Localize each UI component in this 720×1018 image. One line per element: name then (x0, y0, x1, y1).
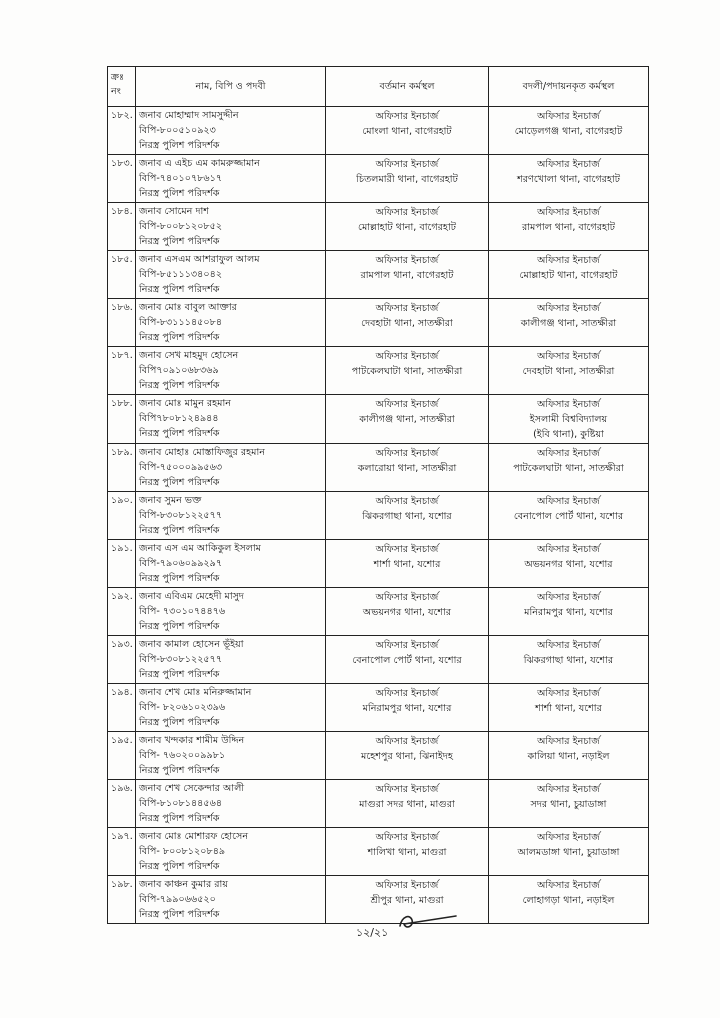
transferred-post-title: অফিসার ইনচার্জ (537, 448, 600, 459)
table-row (108, 732, 649, 780)
officer-bp: বিপি-৮০০৮১২০৮৫২ (139, 221, 223, 232)
officer-name: জনাব কামাল হোসেন ভূঁইয়া (139, 639, 244, 650)
header-current-post: বর্তমান কর্মস্থল (326, 67, 489, 107)
officer-bp: বিপি- ৭৩০১০৭৪৪৭৬ (139, 606, 226, 617)
signature-mark (396, 908, 460, 936)
officer-bp: বিপি- ৭৬০২০০৯৯৮১ (139, 750, 226, 761)
officer-rank: নিরস্ত্র পুলিশ পরিদর্শক (139, 477, 220, 488)
name-cell (136, 780, 326, 828)
name-cell (136, 492, 326, 540)
current-post-cell (326, 444, 489, 492)
table-row (108, 588, 649, 636)
officer-rank: নিরস্ত্র পুলিশ পরিদর্শক (139, 573, 220, 584)
current-post-cell (326, 684, 489, 732)
officer-name: জনাব শেখ মোঃ মনিরুজ্জামান (139, 687, 252, 698)
name-cell (136, 107, 326, 155)
serial-cell: ১৮৬. (108, 299, 136, 347)
transferred-post-place-line2: (ইবি থানা), কুষ্টিয়া (533, 429, 604, 440)
current-post-title: অফিসার ইনচার্জ (375, 688, 439, 699)
current-post-place: পাটকেলঘাটা থানা, সাতক্ষীরা (351, 366, 463, 377)
table-row (108, 828, 649, 876)
name-cell (136, 299, 326, 347)
current-post-cell (326, 780, 489, 828)
transferred-post-place: লোহাগড়া থানা, নড়াইল (522, 895, 615, 906)
current-post-title: অফিসার ইনচার্জ (375, 399, 439, 410)
transferred-post-title: অফিসার ইনচার্জ (537, 496, 600, 507)
transferred-post-cell (489, 732, 649, 780)
officer-name: জনাব এবিএম মেহেদী মাসুদ (139, 591, 244, 602)
current-post-title: অফিসার ইনচার্জ (375, 736, 439, 747)
current-post-place: মহেশপুর থানা, ঝিনাইদহ (361, 751, 453, 762)
officer-rank: নিরস্ত্র পুলিশ পরিদর্শক (139, 525, 220, 536)
transferred-post-place: বেনাপোল পোর্ট থানা, যশোর (513, 511, 624, 522)
transferred-post-place: মোল্লাহাট থানা, বাগেরহাট (519, 270, 618, 281)
transferred-post-title: অফিসার ইনচার্জ (537, 255, 600, 266)
serial-cell: ১৯৪. (108, 684, 136, 732)
transferred-post-cell (489, 107, 649, 155)
table-row (108, 540, 649, 588)
current-post-cell (326, 155, 489, 203)
serial-cell: ১৮২. (108, 107, 136, 155)
current-post-title: অফিসার ইনচার্জ (375, 303, 439, 314)
serial-cell: ১৯৩. (108, 636, 136, 684)
officer-bp: বিপি-৭৪০১০৭৮৬১৭ (139, 173, 223, 184)
officer-rank: নিরস্ত্র পুলিশ পরিদর্শক (139, 909, 220, 920)
transferred-post-place: ঝিকরগাছা থানা, যশোর (523, 655, 614, 666)
current-post-title: অফিসার ইনচার্জ (375, 448, 439, 459)
name-cell (136, 395, 326, 444)
table-row (108, 155, 649, 203)
name-cell (136, 588, 326, 636)
officer-name: জনাব এস এম আকিকুল ইসলাম (139, 543, 261, 554)
current-post-place: কালীগঞ্জ থানা, সাতক্ষীরা (359, 414, 455, 425)
officer-rank: নিরস্ত্র পুলিশ পরিদর্শক (139, 332, 220, 343)
current-post-place: কলারোয়া থানা, সাতক্ষীরা (357, 463, 457, 474)
table-row (108, 347, 649, 395)
current-post-title: অফিসার ইনচার্জ (375, 784, 439, 795)
current-post-title: অফিসার ইনচার্জ (375, 111, 439, 122)
transferred-post-cell (489, 347, 649, 395)
officer-rank: নিরস্ত্র পুলিশ পরিদর্শক (139, 284, 220, 295)
serial-cell: ১৮৭. (108, 347, 136, 395)
transferred-post-place: সদর থানা, চুয়াডাঙ্গা (530, 799, 607, 810)
officer-bp: বিপি৭০৯১০৬৮৩৬৯ (139, 365, 219, 376)
transferred-post-cell (489, 684, 649, 732)
officer-name: জনাব সেখ মাহমুদ হোসেন (139, 350, 239, 361)
current-post-place: মোংলা থানা, বাগেরহাট (362, 126, 452, 137)
table-row (108, 876, 649, 924)
current-post-cell (326, 299, 489, 347)
transferred-post-title: অফিসার ইনচার্জ (537, 303, 600, 314)
transferred-post-place: আলমডাঙ্গা থানা, চুয়াডাঙ্গা (517, 847, 620, 858)
current-post-title: অফিসার ইনচার্জ (375, 640, 439, 651)
current-post-title: অফিসার ইনচার্জ (375, 832, 439, 843)
transferred-post-title: অফিসার ইনচার্জ (537, 159, 600, 170)
current-post-place: শালিখা থানা, মাগুরা (367, 847, 447, 858)
officer-rank: নিরস্ত্র পুলিশ পরিদর্শক (139, 813, 220, 824)
officer-name: জনাব খন্দকার শামীম উদ্দিন (139, 735, 245, 746)
transferred-post-cell (489, 828, 649, 876)
transferred-post-cell (489, 395, 649, 444)
current-post-place: শ্রীপুর থানা, মাগুরা (370, 895, 444, 906)
officer-name: জনাব মোঃ মোশারফ হোসেন (139, 831, 249, 842)
transferred-post-place: রামপাল থানা, বাগেরহাট (521, 222, 616, 233)
name-cell (136, 155, 326, 203)
current-post-cell (326, 107, 489, 155)
current-post-place: দেবহাটা থানা, সাতক্ষীরা (361, 318, 453, 329)
officer-name: জনাব মোঃ মামুন রহমান (139, 398, 232, 409)
officer-bp: বিপি৭৮০৮১২৪৯৪৪ (139, 413, 219, 424)
serial-cell: ১৮৩. (108, 155, 136, 203)
serial-cell: ১৯৮. (108, 876, 136, 924)
name-cell (136, 540, 326, 588)
officer-rank: নিরস্ত্র পুলিশ পরিদর্শক (139, 669, 220, 680)
current-post-place: শার্শা থানা, যশোর (373, 559, 441, 570)
officer-bp: বিপি-৮৫১১১৩৪০৪২ (139, 269, 223, 280)
officer-bp: বিপি- ৮০০৮১২০৮৪৯ (139, 846, 226, 857)
officer-rank: নিরস্ত্র পুলিশ পরিদর্শক (139, 765, 220, 776)
transferred-post-place: কালীগঞ্জ থানা, সাতক্ষীরা (520, 318, 617, 329)
table-row (108, 299, 649, 347)
table-row (108, 684, 649, 732)
officer-bp: বিপি-৮৩০৮১২২৫৭৭ (139, 510, 223, 521)
officer-rank: নিরস্ত্র পুলিশ পরিদর্শক (139, 380, 220, 391)
transferred-post-place: শরণখোলা থানা, বাগেরহাট (517, 174, 620, 185)
name-cell (136, 203, 326, 251)
officer-name: জনাব মোহাঃ মোস্তাফিজুর রহমান (139, 447, 265, 458)
current-post-cell (326, 492, 489, 540)
officer-name: জনাব মোঃ বাবুল আক্তার (139, 302, 237, 313)
officer-name: জনাব কাঞ্চন কুমার রায় (139, 879, 228, 890)
table-row (108, 780, 649, 828)
serial-cell: ১৮৮. (108, 395, 136, 444)
officer-bp: বিপি-৮৩০৮১২২৫৭৭ (139, 654, 223, 665)
name-cell (136, 636, 326, 684)
officer-rank: নিরস্ত্র পুলিশ পরিদর্শক (139, 861, 220, 872)
header-name: নাম, বিপি ও পদবী (136, 67, 326, 107)
current-post-cell (326, 588, 489, 636)
current-post-title: অফিসার ইনচার্জ (375, 207, 439, 218)
serial-cell: ১৯০. (108, 492, 136, 540)
transferred-post-cell (489, 492, 649, 540)
transferred-post-place: শার্শা থানা, যশোর (535, 703, 602, 714)
serial-cell: ১৮৫. (108, 251, 136, 299)
officer-bp: বিপি-৭৯০৬০৯৯২৯৭ (139, 558, 223, 569)
table-row (108, 107, 649, 155)
transferred-post-title: অফিসার ইনচার্জ (537, 640, 600, 651)
current-post-title: অফিসার ইনচার্জ (375, 496, 439, 507)
current-post-cell (326, 347, 489, 395)
current-post-cell (326, 540, 489, 588)
transferred-post-place: দেবহাটা থানা, সাতক্ষীরা (522, 366, 615, 377)
header-serial (108, 67, 136, 107)
name-cell (136, 828, 326, 876)
current-post-title: অফিসার ইনচার্জ (375, 255, 439, 266)
transferred-post-cell (489, 444, 649, 492)
current-post-title: অফিসার ইনচার্জ (375, 159, 439, 170)
name-cell (136, 251, 326, 299)
current-post-place: ঝিকরগাছা থানা, যশোর (362, 511, 452, 522)
current-post-place: মাগুরা সদর থানা, মাগুরা (359, 799, 455, 810)
transferred-post-title: অফিসার ইনচার্জ (537, 544, 600, 555)
officer-name: জনাব মোহাম্মাদ সামসুদ্দীন (139, 110, 239, 121)
current-post-place: রামপাল থানা, বাগেরহাট (360, 270, 454, 281)
transferred-post-cell (489, 780, 649, 828)
current-post-title: অফিসার ইনচার্জ (375, 592, 439, 603)
transferred-post-cell (489, 203, 649, 251)
transferred-post-place: কালিয়া থানা, নড়াইল (527, 751, 610, 762)
table-row (108, 203, 649, 251)
transferred-post-place: মোড়েলগঞ্জ থানা, বাগেরহাট (514, 126, 623, 137)
transferred-post-place: পাটকেলঘাটা থানা, সাতক্ষীরা (513, 463, 624, 474)
current-post-place: অভয়নগর থানা, যশোর (362, 607, 452, 618)
name-cell (136, 347, 326, 395)
header-serial-text: ক্রঃ নং (111, 72, 125, 97)
officer-rank: নিরস্ত্র পুলিশ পরিদর্শক (139, 717, 220, 728)
name-cell (136, 732, 326, 780)
officer-name: জনাব শেখ সেকেন্দার আলী (139, 783, 245, 794)
transferred-post-title: অফিসার ইনচার্জ (537, 351, 600, 362)
transferred-post-title: অফিসার ইনচার্জ (537, 832, 600, 843)
officer-bp: বিপি- ৮২০৬১০২৩৯৬ (139, 702, 226, 713)
current-post-cell (326, 732, 489, 780)
transferred-post-title: অফিসার ইনচার্জ (537, 399, 600, 410)
transferred-post-title: অফিসার ইনচার্জ (537, 784, 600, 795)
table-row (108, 492, 649, 540)
name-cell (136, 444, 326, 492)
serial-cell: ১৯১. (108, 540, 136, 588)
current-post-cell (326, 203, 489, 251)
officer-rank: নিরস্ত্র পুলিশ পরিদর্শক (139, 188, 220, 199)
transferred-post-cell (489, 588, 649, 636)
current-post-place: মনিরামপুর থানা, যশোর (362, 703, 452, 714)
transferred-post-cell (489, 540, 649, 588)
officer-rank: নিরস্ত্র পুলিশ পরিদর্শক (139, 428, 220, 439)
officer-bp: বিপি-৮৩১১১৪৫০৮৪ (139, 317, 223, 328)
current-post-title: অফিসার ইনচার্জ (375, 880, 439, 891)
officer-name: জনাব এ এইচ এম কামরুজ্জামান (139, 158, 260, 169)
transferred-post-title: অফিসার ইনচার্জ (537, 111, 600, 122)
transferred-post-place: মনিরামপুর থানা, যশোর (524, 607, 613, 618)
officer-name: জনাব সুমন ভক্ত (139, 495, 202, 506)
officer-name: জনাব এসএম আশরাফুল আলম (139, 254, 260, 265)
current-post-cell (326, 395, 489, 444)
current-post-cell (326, 828, 489, 876)
header-transferred-post: বদলী/পদায়নকৃত কর্মস্থল (489, 67, 649, 107)
transferred-post-cell (489, 299, 649, 347)
officer-bp: বিপি-৮০০৫১০৯২৩ (139, 125, 216, 136)
page-number: ১২/২১ (356, 926, 389, 939)
current-post-title: অফিসার ইনচার্জ (375, 351, 439, 362)
transferred-post-place: ইসলামী বিশ্ববিদ্যালয় (529, 414, 608, 425)
current-post-title: অফিসার ইনচার্জ (375, 544, 439, 555)
transferred-post-cell (489, 251, 649, 299)
table-row (108, 444, 649, 492)
current-post-place: বেনাপোল পোর্ট থানা, যশোর (352, 655, 462, 666)
transferred-post-title: অফিসার ইনচার্জ (537, 736, 600, 747)
serial-cell: ১৯৫. (108, 732, 136, 780)
serial-cell: ১৯৭. (108, 828, 136, 876)
current-post-cell (326, 636, 489, 684)
current-post-place: মোল্লাহাট থানা, বাগেরহাট (358, 222, 456, 233)
officer-bp: বিপি-৮১০৮১৪৪৫৬৪ (139, 798, 223, 809)
table-row (108, 395, 649, 444)
serial-cell: ১৮৯. (108, 444, 136, 492)
officer-rank: নিরস্ত্র পুলিশ পরিদর্শক (139, 621, 220, 632)
serial-cell: ১৯৬. (108, 780, 136, 828)
current-post-place: চিতলমারী থানা, বাগেরহাট (356, 174, 458, 185)
officer-bp: বিপি-৭৯৯০৬৬৫২০ (139, 894, 216, 905)
officer-rank: নিরস্ত্র পুলিশ পরিদর্শক (139, 236, 220, 247)
officer-name: জনাব সোমেন দাশ (139, 206, 209, 217)
name-cell (136, 684, 326, 732)
transferred-post-title: অফিসার ইনচার্জ (537, 207, 600, 218)
name-cell (136, 876, 326, 924)
transferred-post-place: অভয়নগর থানা, যশোর (524, 559, 613, 570)
table-row (108, 636, 649, 684)
transferred-post-cell (489, 876, 649, 924)
table-row (108, 251, 649, 299)
transfer-table (107, 66, 649, 924)
officer-rank: নিরস্ত্র পুলিশ পরিদর্শক (139, 140, 220, 151)
serial-cell: ১৯২. (108, 588, 136, 636)
transferred-post-cell (489, 155, 649, 203)
table-header-row (108, 67, 649, 107)
transferred-post-title: অফিসার ইনচার্জ (537, 880, 600, 891)
officer-bp: বিপি-৭৫০০০৯৯৫৬৩ (139, 462, 223, 473)
transferred-post-title: অফিসার ইনচার্জ (537, 592, 600, 603)
serial-cell: ১৮৪. (108, 203, 136, 251)
transferred-post-cell (489, 636, 649, 684)
transferred-post-title: অফিসার ইনচার্জ (537, 688, 600, 699)
current-post-cell (326, 251, 489, 299)
